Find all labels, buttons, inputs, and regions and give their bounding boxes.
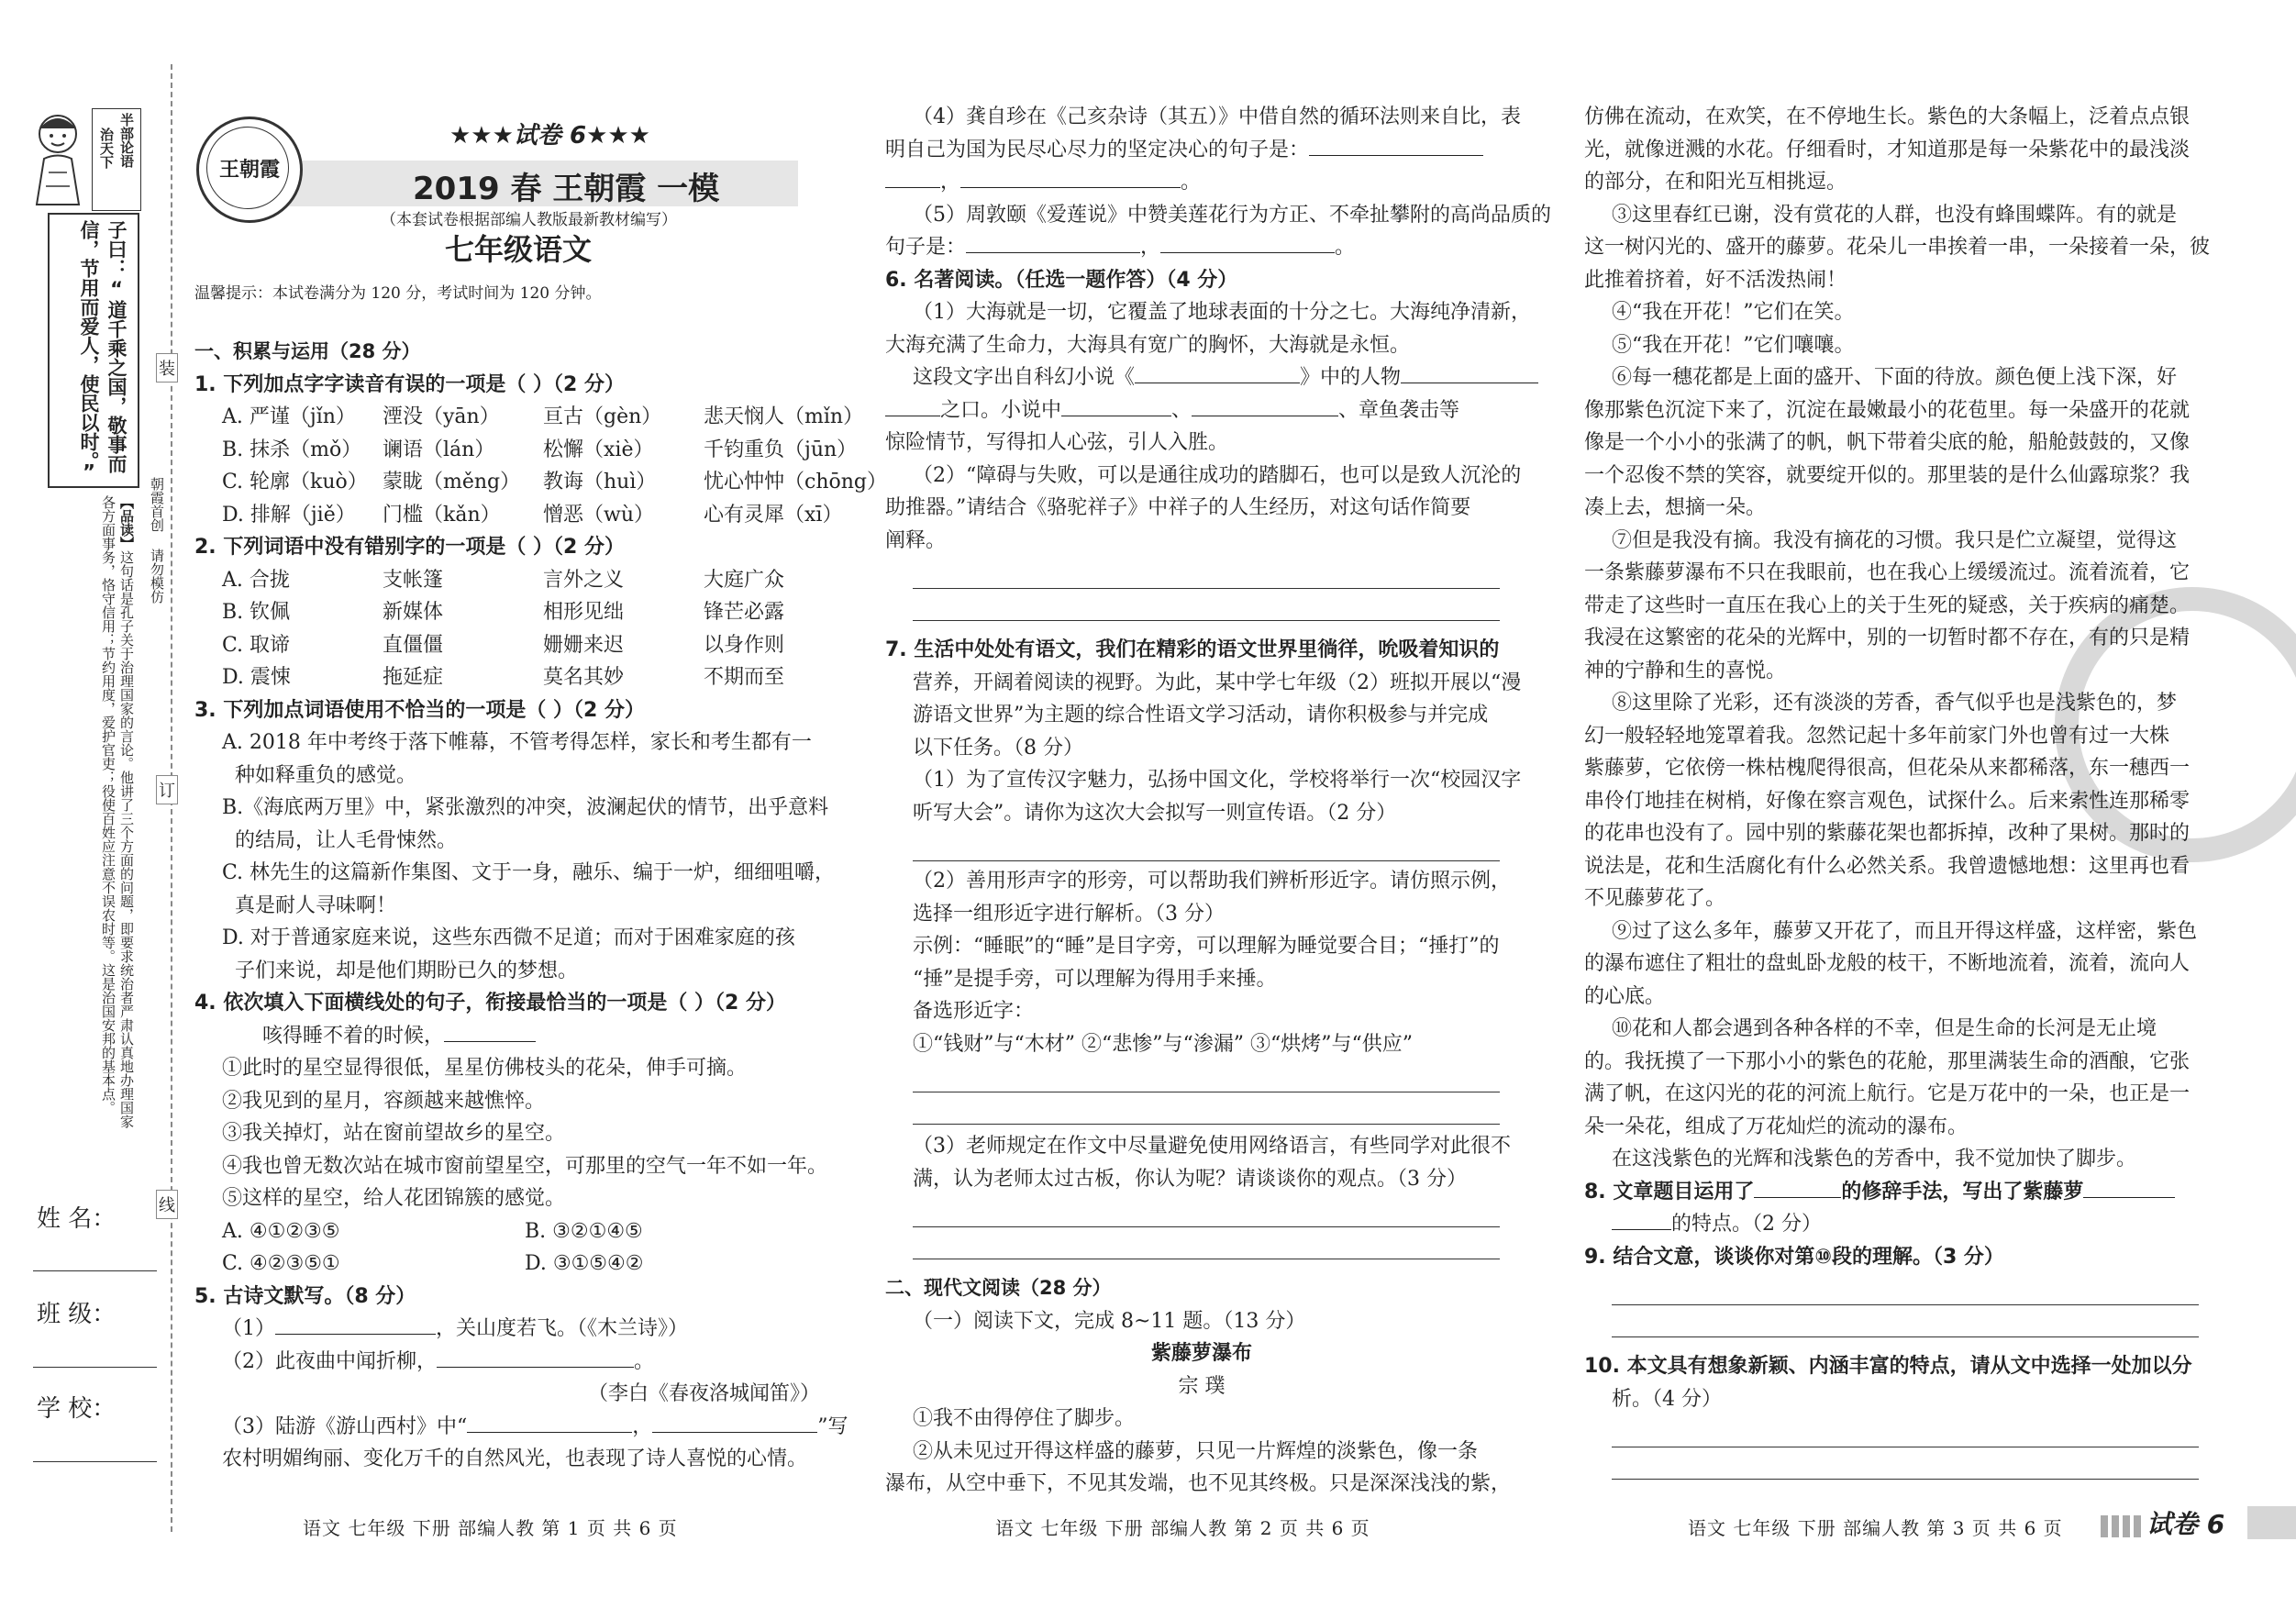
q7-3: （3）老师规定在作文中尽量避免使用网络语言，有些同学对此很不: [913, 1135, 1511, 1158]
q4-sentence: 咳得睡不着的时候，: [194, 1020, 827, 1053]
q4-item-1: ①此时的星空显得很低，星星仿佛枝头的花朵，伸手可摘。: [222, 1057, 748, 1080]
q4-option-c[interactable]: C. ④②③⑤①: [222, 1252, 340, 1275]
confucius-quote: 子曰：“道千乘之国，敬事而信，节用而爱人，使民以时。”: [78, 220, 128, 483]
q10-answer-line-2[interactable]: [1612, 1447, 2199, 1480]
q7-2-choices: ①“钱财”与“木材” ②“悲惨”与“渗漏” ③“烘烤”与“供应”: [913, 1032, 1413, 1056]
quote-box: [48, 213, 139, 488]
q5-1-blank[interactable]: [275, 1314, 436, 1335]
q7-stem-4: 以下任务。（8 分）: [913, 736, 1083, 760]
q6-2-cont2: 阐释。: [885, 528, 947, 552]
q4-option-b[interactable]: B. ③②①④⑤: [525, 1219, 643, 1243]
q3-option-a[interactable]: A. 2018 年中考终于落下帷幕，不管考得怎样，家长和考生都有一: [222, 731, 812, 754]
q3-option-c-cont: 真是耐人寻味啊！: [235, 893, 397, 917]
q4-item-4: ④我也曾无数次站在城市窗前望星空，可那里的空气一年不如一年。: [222, 1154, 828, 1178]
article-text-line: 的瀑布遮住了粗壮的盘虬卧龙般的枝干，不断地流着，流着，流向人: [1584, 952, 2191, 975]
q9-answer-line-1[interactable]: [1612, 1273, 2199, 1305]
pinread-title: 【品读】: [118, 495, 135, 550]
q4-option-d[interactable]: D. ③①⑤④②: [525, 1252, 644, 1275]
q5-4: （4）龚自珍在《己亥杂诗（其五）》中借自然的循环法则来自比，表: [913, 105, 1521, 128]
motto-title: 半部论语: [118, 113, 135, 168]
q5-4-cont: 明自己为国为民尽心尽力的坚定决心的句子是：: [885, 134, 1518, 167]
q2-stem: 2. 下列词语中没有错别字的一项是（ ）（2 分）: [194, 536, 625, 559]
q6-1-blank-3[interactable]: [885, 395, 940, 416]
q4-item-5: ⑤这样的星空，给人花团锦簇的感觉。: [222, 1187, 566, 1210]
motto-box: [92, 108, 141, 211]
q5-5-cont: 句子是： ， 。: [885, 231, 1518, 264]
binding-label-1: 装: [156, 353, 178, 383]
article-text-line: 紫藤萝，它依傍一株枯槐爬得很高，但花朵从来都稀落，东一穗西一: [1584, 757, 2191, 780]
q6-2: （2）“障碍与失败，可以是通往成功的踏脚石，也可以是致人沉沦的: [913, 463, 1522, 487]
subject-title: 七年级语文: [445, 232, 593, 267]
q6-1-q2: 之口。小说中 、 、章鱼袭击等: [885, 394, 1518, 427]
q6-1-q: 这段文字出自科幻小说《 》中的人物: [885, 361, 1518, 394]
q6-1: （1）大海就是一切，它覆盖了地球表面的十分之七。大海纯净清新，: [913, 301, 1531, 324]
left-sidebar: [0, 0, 174, 1597]
q10-answer-line-1[interactable]: [1612, 1415, 2199, 1447]
article-para-3: ③这里春红已谢，没有赏花的人群，也没有蜂围蝶阵。有的就是: [1612, 203, 2178, 227]
q3-option-a-cont: 种如释重负的感觉。: [235, 763, 417, 787]
q7-3-cont: 满，认为老师太过古板，你认为呢？请谈谈你的观点。（3 分）: [913, 1167, 1467, 1191]
footer-badge-bar: [2247, 1506, 2296, 1539]
column-3: [1584, 101, 2217, 1480]
school-label: 学 校：: [37, 1395, 116, 1423]
q7-stem-3: 游语文世界”为主题的综合性语文学习活动，请你积极参与并完成: [913, 704, 1489, 726]
article-text-line: 仿佛在流动，在欢笑，在不停地生长。紫色的大条幅上，泛着点点银: [1584, 105, 2191, 128]
class-label: 班 级：: [37, 1301, 116, 1328]
article-text-line: 的心底。: [1584, 984, 1666, 1008]
article-text-line: 满了帆，在这闪光的花的河流上航行。它是万花中的一朵，也正是一: [1584, 1082, 2191, 1105]
article-text-line: 的花串也没有了。园中别的紫藤花架也都拆掉，改种了果树。那时的: [1584, 822, 2191, 845]
article-text-line: 像那紫色沉淀下来了，沉淀在最嫩最小的花苞里。每一朵盛开的花就: [1584, 398, 2191, 422]
exam-title: 2019 春 王朝霞 一模: [413, 171, 720, 207]
article-text-line: 凑上去，想摘一朵。: [1584, 496, 1767, 519]
footer-page-2: 语文 七年级 下册 部编人教 第 2 页 共 6 页: [995, 1517, 1370, 1539]
q5-4-blank-1[interactable]: [1309, 135, 1483, 156]
q8-blank-2[interactable]: [2083, 1177, 2175, 1198]
article-para-7: ⑦但是我没有摘。我没有摘花的习惯。我只是伫立凝望，觉得这: [1612, 528, 2178, 552]
q4-stem: 4. 依次填入下面横线处的句子，衔接最恰当的一项是（ ）（2 分）: [194, 992, 786, 1015]
article-text-line: 的。我抚摸了一下那小小的紫色的花舱，那里满装生命的酒酿，它张: [1584, 1049, 2191, 1073]
q5-5: （5）周敦颐《爱莲说》中赞美莲花行为方正、不牵扯攀附的高尚品质的: [913, 203, 1551, 227]
q4-item-2: ②我见到的星月，容颜越来越憔悴。: [222, 1089, 546, 1113]
logo-seal: [196, 116, 303, 223]
q10-stem-cont: 析。（4 分）: [1612, 1387, 1722, 1411]
q5-2: （2）此夜曲中闻折柳， 。: [194, 1346, 827, 1379]
article-para-4: ④“我在开花！”它们在笑。: [1612, 301, 1855, 324]
q1-option-d[interactable]: D. 排解（jiě） 门槛（kǎn） 憎恶（wù） 心有灵犀（xī）: [222, 503, 843, 527]
article-text-line: 串伶仃地挂在树梢，好像在察言观色，试探什么。后来索性连那稀零: [1584, 789, 2191, 813]
q1-stem: 1. 下列加点字字读音有误的一项是（ ）（2 分）: [194, 372, 625, 396]
binding-note: 朝霞首创 请勿模仿: [149, 477, 165, 604]
cartoon-scholar-icon: [26, 108, 90, 209]
q8-stem-cont: 的特点。（2 分）: [1584, 1208, 2217, 1241]
article-text-line: 我浸在这繁密的花朵的光辉中，别的一切暂时都不存在，有的只是精: [1584, 627, 2191, 649]
q2-option-b[interactable]: B. 钦佩 新媒体 相形见绌 锋芒必露: [222, 601, 785, 624]
article-para-2-cont: 瀑布，从空中垂下，不见其发端，也不见其终极。只是深深浅浅的紫，: [885, 1472, 1512, 1495]
binding-label-2: 订: [156, 775, 178, 804]
q6-1-cont: 大海充满了生命力，大海具有宽广的胸怀，大海就是永恒。: [885, 333, 1411, 357]
q6-2-cont: 助推器。”请结合《骆驼祥子》中祥子的人生经历，对这句话作简要: [885, 496, 1471, 519]
q1-option-b[interactable]: B. 抹杀（mǒ） 谰语（lán） 松懈（xiè） 千钧重负（jūn）: [222, 438, 858, 461]
q3-option-d[interactable]: D. 对于普通家庭来说，这些东西微不足道；而对于困难家庭的孩: [222, 926, 795, 949]
q7-stem-2: 营养，开阔着阅读的视野。为此，某中学七年级（2）班拟开展以“漫: [913, 671, 1522, 694]
article-text-line: 像是一个小小的张满了的帆，帆下带着尖底的舱，船舱鼓鼓的，又像: [1584, 431, 2191, 454]
q5-3-cont: 农村明媚绚丽、变化万千的自然风光，也表现了诗人喜悦的心情。: [222, 1447, 808, 1470]
q7-1: （1）为了宣传汉字魅力，弘扬中国文化，学校将举行一次“校园汉字: [913, 769, 1522, 792]
article-text-line: 幻一般轻轻地笼罩着我。忽然记起十多年前家门外也曾有过一大株: [1584, 724, 2170, 748]
article-para-2: ②从未见过开得这样盛的藤萝，只见一片辉煌的淡紫色，像一条: [913, 1439, 1479, 1463]
q8-blank-3[interactable]: [1612, 1209, 1671, 1230]
q7-2-answer-line-2[interactable]: [913, 1092, 1500, 1125]
q7-2: （2）善用形声字的形旁，可以帮助我们辨析形近字。请仿照示例，: [913, 870, 1511, 893]
logo-text: 王朝霞: [218, 159, 280, 182]
q1-option-c[interactable]: C. 轮廓（kuò） 蒙眬（měng） 教诲（huì） 忧心忡忡（chōng）: [222, 471, 887, 494]
name-label: 姓 名：: [37, 1205, 116, 1233]
article-text-line: 说法是，花和生活腐化有什么必然关系。我曾遗憾地想：这里再也看: [1584, 854, 2191, 878]
q7-stem: 7. 生活中处处有语文，我们在精彩的语文世界里徜徉，吮吸着知识的: [885, 638, 1500, 661]
article-text-line: 神的宁静和生的喜悦。: [1584, 659, 1787, 682]
q7-2-choices-label: 备选形近字：: [913, 1000, 1035, 1023]
name-field[interactable]: [33, 1270, 157, 1271]
footer-page-3: 语文 七年级 下册 部编人教 第 3 页 共 6 页: [1688, 1517, 2063, 1539]
q6-answer-line-2[interactable]: [913, 589, 1500, 621]
q6-1-blank-5[interactable]: [1192, 395, 1338, 416]
q5-1: （1） ，关山度若飞。（《木兰诗》）: [194, 1313, 827, 1346]
q6-1-blank-2[interactable]: [1401, 362, 1538, 383]
article-para-10: ⑩花和人都会遇到各种各样的不幸，但是生命的长河是无止境: [1612, 1017, 2157, 1040]
binding-label-3: 线: [156, 1190, 178, 1219]
pinread-box: [46, 495, 141, 1137]
column-1: [194, 336, 887, 1476]
article-title: 紫藤萝瀑布: [1150, 1342, 1252, 1365]
q5-5-blank-2[interactable]: [1160, 232, 1335, 253]
section-1-title: 一、积累与运用（28 分）: [194, 340, 421, 362]
q6-stem: 6. 名著阅读。（任选一题作答）（4 分）: [885, 268, 1238, 292]
footer-badge: 试卷 6: [2146, 1509, 2225, 1539]
school-field[interactable]: [33, 1461, 157, 1462]
q6-1-blank-4[interactable]: [1061, 395, 1171, 416]
q8-stem: 8. 文章题目运用了 的修辞手法，写出了紫藤萝: [1584, 1176, 2217, 1209]
q7-2-cont: 选择一组形近字进行解析。（3 分）: [913, 902, 1225, 926]
column-2: [885, 101, 1551, 1501]
reading-1-intro: （一）阅读下文，完成 8~11 题。（13 分）: [913, 1309, 1306, 1333]
q9-answer-line-2[interactable]: [1612, 1305, 2199, 1337]
article-text-line: 不见藤萝花了。: [1584, 887, 1726, 910]
q3-option-b[interactable]: B.《海底两万里》中，紧张激烈的冲突，波澜起伏的情节，出乎意料: [222, 796, 829, 819]
article-para-6: ⑥每一穗花都是上面的盛开、下面的待放。颜色便上浅下深，好: [1612, 366, 2178, 389]
q5-2-source: （李白《春夜洛城闻笛》）: [587, 1382, 820, 1405]
footer-page-1: 语文 七年级 下册 部编人教 第 1 页 共 6 页: [303, 1517, 678, 1539]
q6-1-q3: 惊险情节，写得扣人心弦，引人入胜。: [885, 431, 1229, 454]
section-2-title: 二、现代文阅读（28 分）: [885, 1277, 1112, 1299]
q5-2-blank[interactable]: [437, 1347, 634, 1368]
q7-2-example: 示例：“睡眠”的“睡”是目字旁，可以理解为睡觉要合目；“捶打”的: [913, 935, 1500, 958]
q5-3-blank-1[interactable]: [467, 1412, 632, 1433]
q7-2-answer-line-1[interactable]: [913, 1060, 1500, 1092]
q2-option-c[interactable]: C. 取谛 直僵僵 姗姗来迟 以身作则: [222, 633, 785, 657]
q5-3-blank-2[interactable]: [652, 1412, 817, 1433]
article-text-line: 此推着挤着，好不活泼热闹！: [1584, 268, 1847, 292]
article-para-1: ①我不由得停住了脚步。: [913, 1407, 1136, 1430]
article-text-line: 这一树闪光的、盛开的藤萝。花朵儿一串挨着一串，一朵接着一朵，彼: [1584, 236, 2211, 259]
q7-1-cont: 听写大会”。请你为这次大会拟写一则宣传语。（2 分）: [913, 801, 1397, 825]
q1-option-a[interactable]: A. 严谨（jǐn） 湮没（yān） 亘古（gèn） 悲天悯人（mǐn）: [222, 405, 864, 428]
article-text-line: 光，就像迸溅的水花。仔细看时，才知道那是每一朵紫花中的最浅淡: [1584, 138, 2191, 161]
exam-tip: 温馨提示：本试卷满分为 120 分，考试时间为 120 分钟。: [194, 284, 602, 303]
article-para-9: ⑨过了这么多年，藤萝又开花了，而且开得这样盛，这样密，紫色: [1612, 919, 2198, 943]
q2-option-d[interactable]: D. 震悚 拖延症 莫名其妙 不期而至: [222, 666, 785, 689]
q2-option-a[interactable]: A. 合拢 支帐篷 言外之义 大庭广众: [222, 568, 785, 592]
q6-1-blank-1[interactable]: [1135, 362, 1300, 383]
q3-option-b-cont: 的结局，让人毛骨悚然。: [235, 828, 458, 852]
pinread-text: 这句话是孔子关于治理国家的言论。他讲了三个方面的问题，即要求统治者严肃认真地办理国家各方面事务，恪守信用；节约用度，爱护官吏；役使百姓应注意不误农时等。这是治国安邦的基本点。: [100, 495, 135, 1128]
q9-stem: 9. 结合文意，谈谈你对第⑩段的理解。（3 分）: [1584, 1245, 2004, 1269]
q4-blank[interactable]: [444, 1021, 536, 1042]
article-para-11: 在这浅紫色的光辉和浅紫色的芳香中，我不觉加快了脚步。: [1612, 1148, 2137, 1170]
q3-stem: 3. 下列加点词语使用不恰当的一项是（ ）（2 分）: [194, 698, 645, 722]
article-para-8: ⑧这里除了光彩，还有淡淡的芳香，香气似乎也是浅紫色的，梦: [1612, 692, 2178, 715]
q3-option-c[interactable]: C. 林先生的这篇新作集图、文于一身，融乐、编于一炉，细细咀嚼，: [222, 861, 836, 884]
header: [183, 105, 826, 280]
q8-blank-1[interactable]: [1754, 1177, 1841, 1198]
q5-4-blank-3[interactable]: [960, 167, 1181, 188]
q7-3-answer-line-1[interactable]: [913, 1195, 1500, 1227]
q7-1-answer-line[interactable]: [913, 829, 1500, 861]
article-text-line: 带走了这些时一直压在我心上的关于生死的疑惑，关于疾病的痛楚。: [1584, 593, 2191, 617]
q5-4-blank-2[interactable]: [885, 167, 940, 188]
exam-note: （本套试卷根据部编人教版最新教材编写）: [381, 211, 677, 229]
article-author: 宗 璞: [1178, 1374, 1226, 1398]
footer-dots: [2101, 1515, 2143, 1537]
q4-option-a[interactable]: A. ④①②③⑤: [222, 1219, 340, 1243]
article-text-line: 的部分，在和阳光互相挑逗。: [1584, 171, 1847, 194]
article-para-5: ⑤“我在开花！”它们嚷嚷。: [1612, 333, 1855, 357]
q3-option-d-cont: 子们来说，却是他们期盼已久的梦想。: [235, 959, 579, 982]
class-field[interactable]: [33, 1367, 157, 1368]
q5-4-cont2: ， 。: [885, 166, 1518, 199]
q7-3-answer-line-2[interactable]: [913, 1227, 1500, 1259]
q5-3: （3）陆游《游山西村》中“ ， ”写: [194, 1411, 827, 1444]
article-text-line: 朵一朵花，组成了万花灿烂的流动的瀑布。: [1584, 1115, 1969, 1138]
article-text-line: 一个忍俊不禁的笑容，就要绽开似的。那里装的是什么仙露琼浆？我: [1584, 463, 2191, 487]
q5-5-blank-1[interactable]: [966, 232, 1140, 253]
q10-stem: 10. 本文具有想象新颖、内涵丰富的特点，请从文中选择一处加以分: [1584, 1355, 2192, 1378]
q7-2-example-2: “捶”是提手旁，可以理解为得用手来捶。: [913, 967, 1277, 991]
motto-sub: 治天下: [98, 128, 115, 169]
q4-item-3: ③我关掉灯，站在窗前望故乡的星空。: [222, 1122, 566, 1145]
q6-answer-line-1[interactable]: [913, 557, 1500, 589]
q5-stem: 5. 古诗文默写。（8 分）: [194, 1284, 416, 1308]
exam-label: ★★★试卷 6★★★: [449, 122, 650, 150]
article-text-line: 一条紫藤萝瀑布不只在我眼前，也在我心上缓缓流过。流着流着，它: [1584, 561, 2191, 584]
